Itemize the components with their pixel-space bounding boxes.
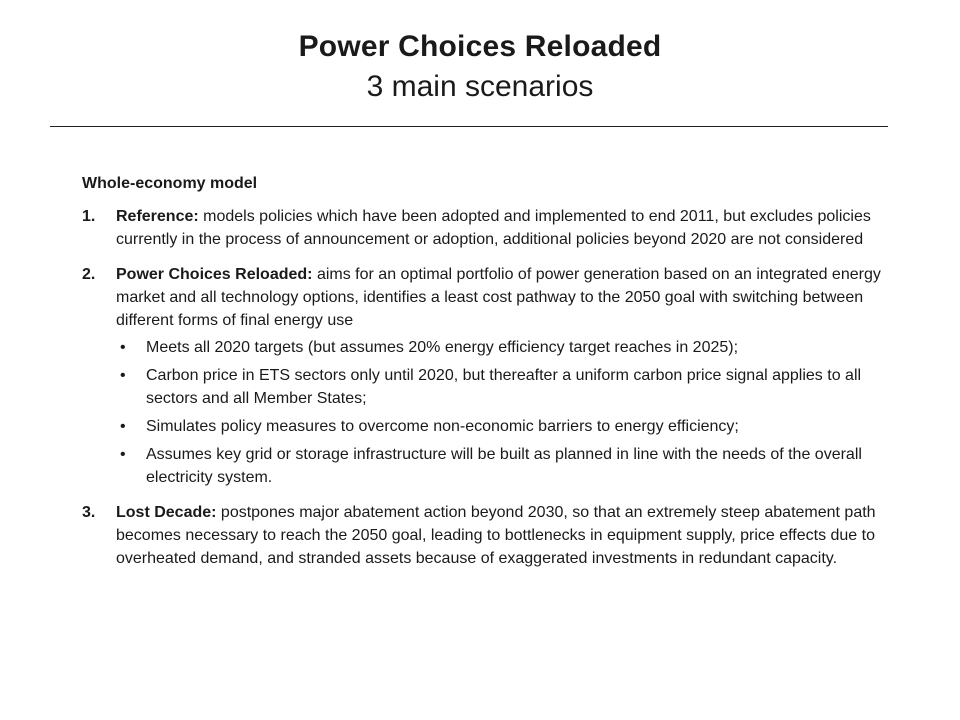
bullet-list bbox=[116, 336, 882, 489]
item-text: aims for an optimal portfolio of power generation based on an integrated energy market and all technology options, identifies a least cost pathway to the 2050 goal with switching between different forms of final energy use bbox=[116, 266, 881, 329]
bullet-item bbox=[116, 364, 882, 410]
section-heading: Whole-economy model bbox=[82, 175, 258, 192]
item-number: 1. bbox=[82, 208, 96, 225]
bullet-text: Meets all 2020 targets (but assumes 20% energy efficiency target reaches in 2025); bbox=[146, 339, 739, 356]
slide-title: Power Choices Reloaded bbox=[298, 30, 662, 63]
bullet-text: Assumes key grid or storage infrastructure will be built as planned in line with the needs of the overall electricity system. bbox=[146, 446, 862, 486]
bullet-icon: • bbox=[120, 446, 126, 463]
slide-subtitle: 3 main scenarios bbox=[366, 70, 594, 103]
scenario-item-power-choices-reloaded bbox=[82, 263, 882, 489]
item-text: models policies which have been adopted and implemented to end 2011, but excludes policies currently in the process of announcement or adoption, additional policies beyond 2020 are not considered bbox=[116, 208, 871, 248]
title-block bbox=[0, 28, 960, 106]
title-divider bbox=[50, 126, 888, 127]
scenario-item-lost-decade bbox=[82, 501, 882, 570]
item-label: Lost Decade: bbox=[116, 504, 217, 521]
bullet-item bbox=[116, 415, 882, 438]
bullet-icon: • bbox=[120, 418, 126, 435]
bullet-text: Carbon price in ETS sectors only until 2020, but thereafter a uniform carbon price signal applies to all sectors and all Member States; bbox=[146, 367, 862, 407]
item-number: 3. bbox=[82, 504, 96, 521]
item-text: postpones major abatement action beyond 2030, so that an extremely steep abatement path becomes necessary to reach the 2050 goal, leading to bottlenecks in equipment supply, price effects due to overheated demand, and stranded assets because of exaggerated investments in redundant capacity. bbox=[116, 504, 876, 567]
bullet-item bbox=[116, 336, 882, 359]
scenario-item-reference bbox=[82, 205, 882, 251]
item-number: 2. bbox=[82, 266, 96, 283]
bullet-icon: • bbox=[120, 339, 126, 356]
bullet-text: Simulates policy measures to overcome non-economic barriers to energy efficiency; bbox=[146, 418, 739, 435]
item-label: Power Choices Reloaded: bbox=[116, 266, 313, 283]
bullet-icon: • bbox=[120, 367, 126, 384]
slide-body bbox=[82, 172, 882, 582]
bullet-item bbox=[116, 443, 882, 489]
item-label: Reference: bbox=[116, 208, 199, 225]
